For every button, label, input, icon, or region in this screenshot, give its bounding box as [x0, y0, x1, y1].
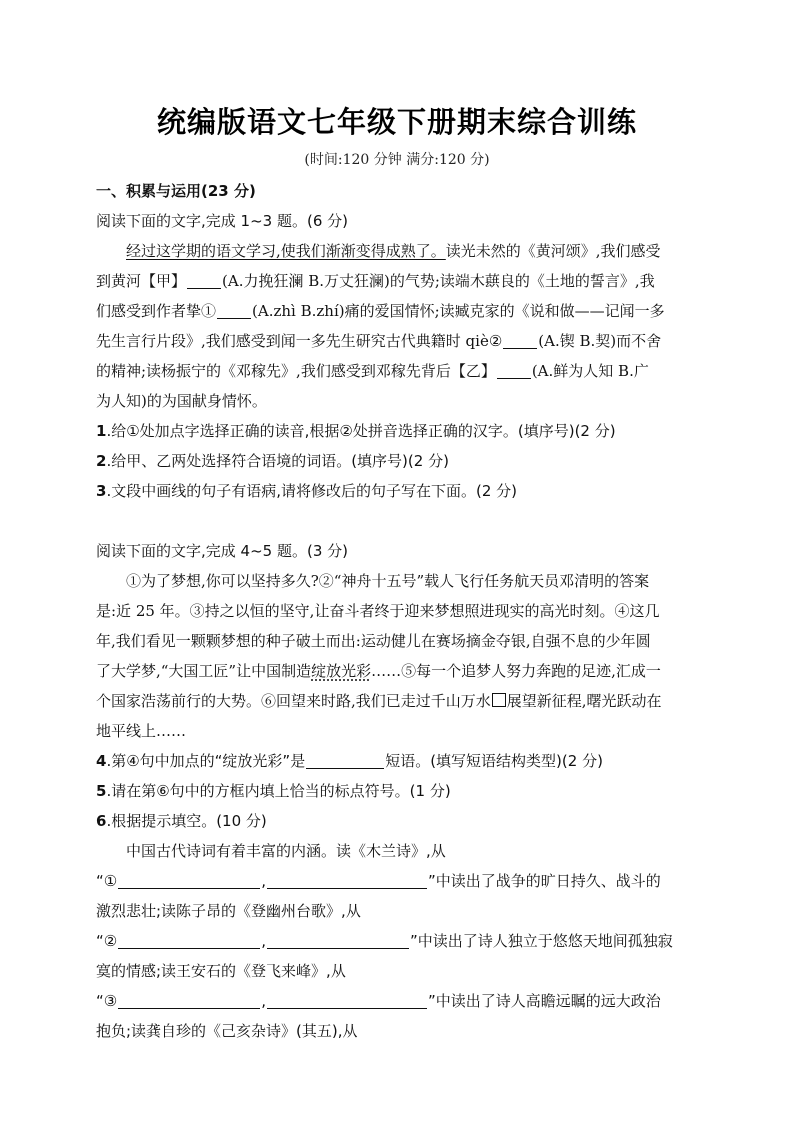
fill-close: ”中读出了诗人独立于悠悠天地间孤独寂 [410, 932, 673, 950]
poem-blank-2a[interactable] [118, 930, 260, 949]
reading-instruction-1: 阅读下面的文字,完成 1~3 题。(6 分) [96, 212, 348, 230]
passage-text: 年,我们看见一颗颗梦想的种子破土而出:运动健儿在赛场摘金夺银,自强不息的少年圆 [96, 632, 651, 650]
passage-text: ①为了梦想,你可以坚持多久?②“神舟十五号”载人飞行任务航天员邓清明的答案 [126, 572, 650, 590]
page-title: 统编版语文七年级下册期末综合训练 [156, 105, 637, 139]
poem-blank-3b[interactable] [267, 990, 427, 1009]
passage-text: 是:近 25 年。③持之以恒的坚守,让奋斗者终于迎来梦想照进现实的高光时刻。④这几 [96, 602, 660, 620]
question-text: .给甲、乙两处选择符合语境的词语。(填序号)(2 分) [106, 452, 449, 470]
passage-text: 了大学梦,“大国工匠”让中国制造 [96, 662, 312, 680]
fill-close: ”中读出了战争的旷日持久、战斗的 [428, 872, 661, 890]
passage-text: (A.力挽狂澜 B.万丈狂澜)的气势;读端木蕻良的《土地的誓言》,我 [222, 272, 655, 290]
question-text: 短语。(填写短语结构类型)(2 分) [385, 752, 603, 770]
question-number: 5 [96, 782, 107, 800]
question-4 [96, 746, 700, 776]
answer-space [96, 506, 700, 536]
fill-open: “② [96, 932, 118, 950]
question-text: .第④句中加点的“绽放光彩”是 [106, 752, 306, 770]
question-number: 4 [96, 752, 107, 770]
fill-prompt: 激烈悲壮;读陈子昂的《登幽州台歌》,从 [96, 902, 361, 920]
question-2 [96, 446, 700, 476]
poem-blank-1b[interactable] [267, 870, 427, 889]
fill-prompt: 寞的情感;读王安石的《登飞来峰》,从 [96, 962, 346, 980]
answer-blank-2[interactable] [503, 330, 537, 349]
passage-text: 到黄河【甲】 [96, 272, 187, 290]
question-text: .文段中画线的句子有语病,请将修改后的句子写在下面。(2 分) [106, 482, 517, 500]
passage-text: 的精神;读杨振宁的《邓稼先》,我们感受到邓稼先背后【乙】 [96, 362, 496, 380]
passage-text: 们感受到作者挚① [96, 302, 217, 320]
exam-info: (时间:120 分钟 满分:120 分) [304, 152, 490, 168]
punctuation-box[interactable] [492, 693, 506, 707]
fill-prompt: 中国古代诗词有着丰富的内涵。读《木兰诗》,从 [126, 842, 446, 860]
question-text: .根据提示填空。(10 分) [106, 812, 267, 830]
answer-blank-jia[interactable] [187, 270, 221, 289]
passage-2 [96, 566, 700, 746]
passage-1 [96, 236, 700, 416]
fill-comma: , [261, 872, 266, 890]
fill-comma: , [261, 932, 266, 950]
question-number: 3 [96, 482, 107, 500]
passage-text: ……⑤每一个追梦人努力奔跑的足迹,汇成一 [371, 662, 661, 680]
question-1 [96, 416, 700, 446]
passage-text: (A.锲 B.契)而不舍 [538, 332, 662, 350]
passage-text: 读光未然的《黄河颂》,我们感受 [445, 242, 661, 260]
question-number: 1 [96, 422, 107, 440]
passage-text: (A.zhì B.zhí)痛的爱国情怀;读臧克家的《说和做——记闻一多 [252, 302, 665, 320]
passage-text: 展望新征程,曙光跃动在 [506, 692, 662, 710]
question-number: 2 [96, 452, 107, 470]
question-6 [96, 806, 700, 836]
question-5 [96, 776, 700, 806]
reading-instruction-2: 阅读下面的文字,完成 4~5 题。(3 分) [96, 542, 348, 560]
fill-close: ”中读出了诗人高瞻远瞩的远大政治 [428, 992, 661, 1010]
fill-comma: , [261, 992, 266, 1010]
dotted-phrase: 绽放光彩 [311, 662, 372, 680]
question-text: .给①处加点字选择正确的读音,根据②处拼音选择正确的汉字。(填序号)(2 分) [106, 422, 616, 440]
fill-prompt: 抱负;读龚自珍的《己亥杂诗》(其五),从 [96, 1022, 358, 1040]
fill-open: “① [96, 872, 118, 890]
exam-content [96, 176, 700, 1046]
poem-blank-1a[interactable] [118, 870, 260, 889]
poem-blank-2b[interactable] [267, 930, 409, 949]
answer-blank-1[interactable] [217, 300, 251, 319]
fill-open: “③ [96, 992, 118, 1010]
passage-text: 为人知)的为国献身情怀。 [96, 392, 267, 410]
passage-text: 个国家浩荡前行的大势。⑥回望来时路,我们已走过千山万水 [96, 692, 491, 710]
passage-text: 先生言行片段》,我们感受到闻一多先生研究古代典籍时 qiè② [96, 332, 503, 350]
answer-blank-4[interactable] [306, 750, 384, 769]
passage-text: 地平线上…… [96, 722, 187, 740]
passage-text: (A.鲜为人知 B.广 [531, 362, 649, 380]
question-3 [96, 476, 700, 506]
underlined-sentence: 经过这学期的语文学习,使我们渐渐变得成熟了。 [126, 242, 446, 260]
section-heading: 一、积累与运用(23 分) [96, 182, 256, 200]
answer-blank-yi[interactable] [497, 360, 531, 379]
question-text: .请在第⑥句中的方框内填上恰当的标点符号。(1 分) [106, 782, 451, 800]
poem-blank-3a[interactable] [118, 990, 260, 1009]
question-number: 6 [96, 812, 107, 830]
